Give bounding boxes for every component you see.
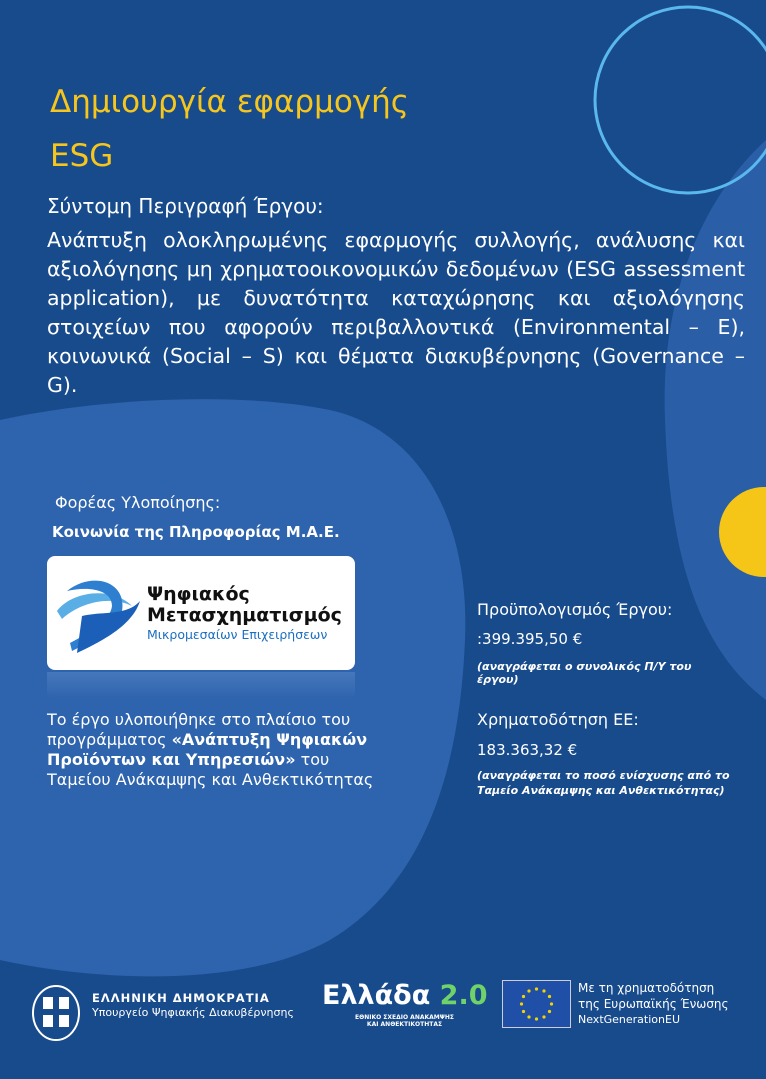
- outline-circle: [595, 7, 766, 193]
- digital-transformation-logo: [47, 556, 355, 670]
- eu-star: [542, 989, 545, 992]
- agency-name: Κοινωνία της Πληροφορίας Μ.Α.Ε.: [52, 523, 340, 541]
- eu-line-2: της Ευρωπαϊκής Ένωσης: [578, 997, 729, 1011]
- eu-star: [527, 989, 530, 992]
- agency-label: Φορέας Υλοποίησης:: [55, 493, 221, 512]
- program-post: του Ταμείου Ανάκαμψης και Ανθεκτικότητας: [47, 750, 374, 789]
- greek-emblem-icon: [30, 983, 82, 1043]
- greece-sub-1: ΕΘΝΙΚΟ ΣΧΕΔΙΟ ΑΝΑΚΑΜΨΗΣ: [355, 1014, 454, 1021]
- eu-star: [520, 1002, 523, 1005]
- gov-line-1: ΕΛΛΗΝΙΚΗ ΔΗΜΟΚΡΑΤΙΑ: [92, 991, 270, 1005]
- eu-star: [522, 1010, 525, 1013]
- logo-line-2: Μετασχηματισμός: [147, 604, 342, 626]
- description-text: Ανάπτυξη ολοκληρωμένης εφαρμογής συλλογής, ανάλυσης και αξιολόγησης μη χρηματοοικονομικών δεδομένων (ESG assessment application), με δυνατότητα καταχώρησης και αξιολόγησης στοιχείων που αφορούν περιβαλλοντικά (Environmental – E), κοινωνικά (Social – S) και θέματα διακυβέρνησης (Governance – G).: [47, 228, 745, 397]
- title-line-1: Δημιουργία εφαρμογής: [50, 84, 409, 120]
- description-heading: Σύντομη Περιγραφή Έργου:: [47, 194, 324, 218]
- eu-star: [548, 1010, 551, 1013]
- budget-label: Προϋπολογισμός Έργου:: [477, 600, 673, 619]
- budget-note: (αναγράφεται ο συνολικός Π/Υ του έργου): [477, 660, 692, 686]
- right-blob: [665, 140, 766, 700]
- eu-line-3: NextGenerationEU: [578, 1013, 680, 1026]
- swirl-logo-icon: [52, 571, 147, 656]
- program-pre: Το έργο υλοποιήθηκε στο πλαίσιο του προγράμματος: [47, 710, 351, 749]
- eu-star: [548, 995, 551, 998]
- eu-line-1: Με τη χρηματοδότηση: [578, 981, 715, 995]
- greece-logo-number: 2.0: [439, 980, 488, 1011]
- greece-logo-sub: [322, 1014, 487, 1028]
- eu-star: [542, 1015, 545, 1018]
- eu-flag-icon: [502, 980, 571, 1028]
- budget-value: :399.395,50 €: [477, 630, 583, 648]
- eu-funding-label: Χρηματοδότηση ΕΕ:: [477, 710, 639, 729]
- eu-funding-value: 183.363,32 €: [477, 741, 578, 759]
- eu-star: [535, 987, 538, 990]
- logo-line-1: Ψηφιακός: [147, 583, 250, 605]
- eu-star: [550, 1002, 553, 1005]
- eu-funding-text: [578, 980, 729, 1028]
- greece-2-0-logo: [322, 980, 488, 1011]
- program-name: «Ανάπτυξη Ψηφιακών Προϊόντων και Υπηρεσιών»: [47, 730, 368, 769]
- greece-logo-text: Ελλάδα: [322, 980, 431, 1011]
- eu-star: [522, 995, 525, 998]
- eu-funding-note: (αναγράφεται το ποσό ενίσχυσης από το Ταμείο Ανάκαμψης και Ανθεκτικότητας): [477, 769, 730, 797]
- greece-sub-2: ΚΑΙ ΑΝΘΕΚΤΙΚΟΤΗΤΑΣ: [366, 1021, 443, 1028]
- logo-line-3: Μικρομεσαίων Επιχειρήσεων: [147, 627, 328, 642]
- title-line-2: ESG: [50, 138, 114, 174]
- eu-star: [527, 1015, 530, 1018]
- gov-line-2: Υπουργείο Ψηφιακής Διακυβέρνησης: [92, 1006, 294, 1019]
- eu-star: [535, 1017, 538, 1020]
- logo-reflection: [47, 672, 355, 700]
- program-text: [47, 710, 377, 790]
